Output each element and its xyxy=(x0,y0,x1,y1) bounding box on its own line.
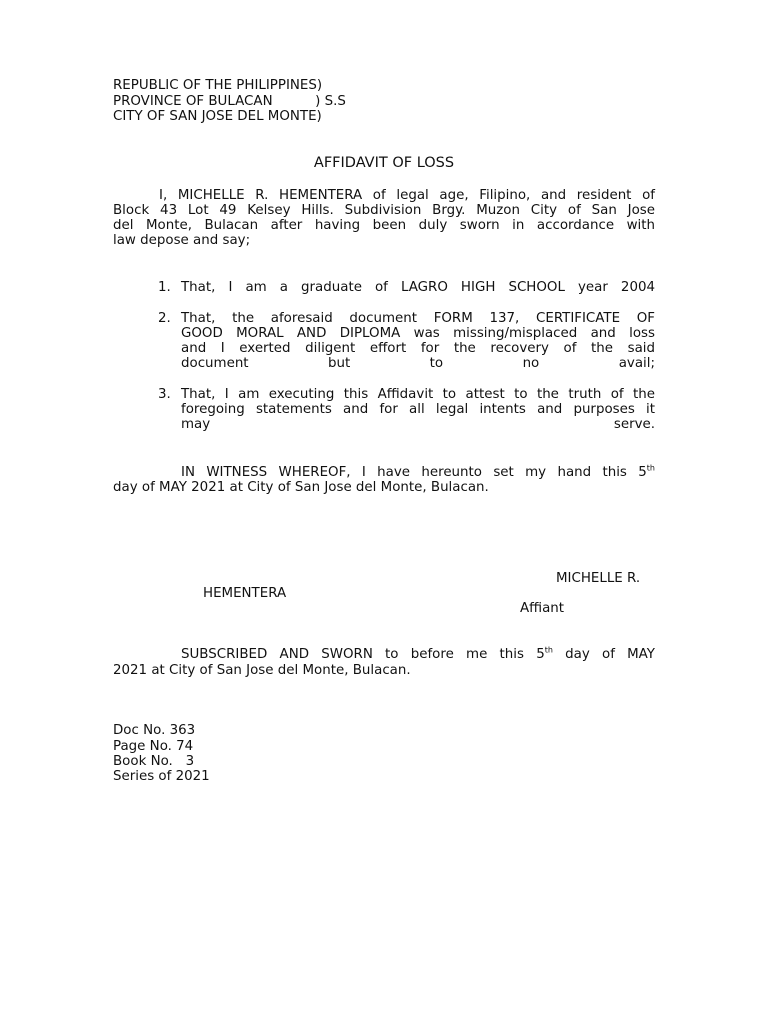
intro-line-1: I, MICHELLE R. HEMENTERA of legal age, Filipino, and resident of xyxy=(159,188,655,203)
affiant-name-part1: MICHELLE R. xyxy=(556,571,641,586)
item-1-line-1: That, I am a graduate of LAGRO HIGH SCHOOL year 2004 xyxy=(181,280,655,295)
page-number: Page No. 74 xyxy=(113,739,194,754)
item-number: 1. xyxy=(158,280,171,295)
intro-line-2: Block 43 Lot 49 Kelsey Hills. Subdivision Brgy. Muzon City of San Jose xyxy=(113,203,655,218)
witness-line-2: day of MAY 2021 at City of San Jose del Monte, Bulacan. xyxy=(113,480,489,495)
item-3-line-3: may serve. xyxy=(181,417,655,432)
item-2-line-2: GOOD MORAL AND DIPLOMA was missing/misplaced and loss xyxy=(181,326,655,341)
doc-number: Doc No. 363 xyxy=(113,723,196,738)
header-province: PROVINCE OF BULACAN ) S.S xyxy=(113,94,346,109)
item-3-line-1: That, I am executing this Affidavit to attest to the truth of the xyxy=(181,387,655,402)
header-republic: REPUBLIC OF THE PHILIPPINES) xyxy=(113,78,323,93)
item-2-line-3: and I exerted diligent effort for the recovery of the said xyxy=(181,341,655,356)
series-year: Series of 2021 xyxy=(113,769,210,784)
item-number: 2. xyxy=(158,311,171,326)
subscribed-line-2: 2021 at City of San Jose del Monte, Bulacan. xyxy=(113,663,411,678)
intro-line-3: del Monte, Bulacan after having been duly sworn in accordance with xyxy=(113,218,655,233)
item-number: 3. xyxy=(158,387,171,402)
header-city: CITY OF SAN JOSE DEL MONTE) xyxy=(113,109,322,124)
item-2-line-1: That, the aforesaid document FORM 137, CERTIFICATE OF xyxy=(181,311,655,326)
intro-line-4: law depose and say; xyxy=(113,233,251,248)
book-number: Book No. 3 xyxy=(113,754,195,769)
item-2-line-4: document but to no avail; xyxy=(181,356,655,371)
affiant-label: Affiant xyxy=(520,601,565,616)
item-3-line-2: foregoing statements and for all legal intents and purposes it xyxy=(181,402,655,417)
affiant-name-part2: HEMENTERA xyxy=(203,586,287,601)
document-title: AFFIDAVIT OF LOSS xyxy=(313,155,455,171)
witness-line-1: IN WITNESS WHEREOF, I have hereunto set my hand this 5th xyxy=(181,463,655,480)
subscribed-line-1: SUBSCRIBED AND SWORN to before me this 5th day of MAY xyxy=(181,645,655,662)
